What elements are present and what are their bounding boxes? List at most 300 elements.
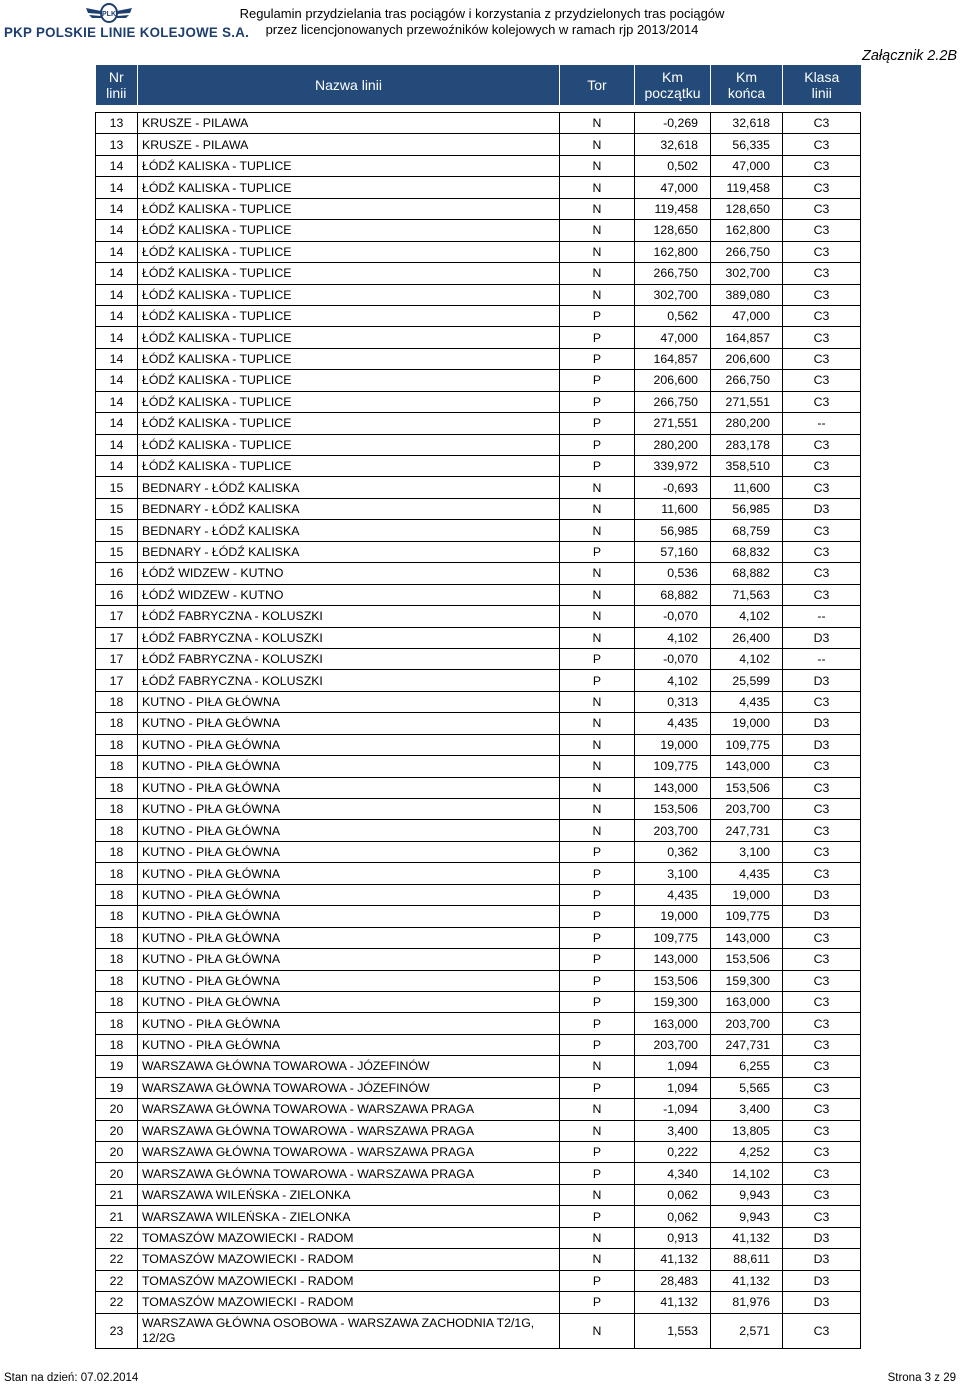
- table-row: [96, 113, 861, 134]
- km-end-cell: 143,000: [711, 756, 783, 777]
- line-number-cell: 22: [96, 1292, 138, 1313]
- line-number-cell: 13: [96, 134, 138, 155]
- line-class-cell: C3: [783, 541, 861, 562]
- line-class-cell: C3: [783, 991, 861, 1012]
- line-class-cell: C3: [783, 777, 861, 798]
- line-class-cell: D3: [783, 498, 861, 519]
- track-cell: P: [560, 1034, 635, 1055]
- col-line-name-header-line1: Nazwa linii: [315, 77, 382, 93]
- km-end-cell: 47,000: [711, 305, 783, 326]
- winged-wheel-logo-icon: [84, 2, 134, 24]
- line-class-cell: C3: [783, 241, 861, 262]
- line-class-cell: D3: [783, 1227, 861, 1248]
- line-name-cell: WARSZAWA GŁÓWNA OSOBOWA - WARSZAWA ZACHODNIA T2/1G, 12/2G: [138, 1313, 560, 1348]
- km-end-cell: 4,435: [711, 863, 783, 884]
- km-start-cell: 0,502: [635, 155, 711, 176]
- line-class-table: [95, 65, 861, 1349]
- col-line-number-header: [96, 65, 138, 105]
- km-start-cell: 266,750: [635, 263, 711, 284]
- line-name-cell: KUTNO - PIŁA GŁÓWNA: [138, 991, 560, 1012]
- km-start-cell: 119,458: [635, 198, 711, 219]
- line-class-cell: D3: [783, 1292, 861, 1313]
- line-class-cell: D3: [783, 670, 861, 691]
- line-class-cell: D3: [783, 906, 861, 927]
- track-cell: N: [560, 220, 635, 241]
- km-start-cell: 159,300: [635, 991, 711, 1012]
- line-class-cell: C3: [783, 434, 861, 455]
- km-end-cell: 159,300: [711, 970, 783, 991]
- km-start-cell: 128,650: [635, 220, 711, 241]
- line-number-cell: 17: [96, 606, 138, 627]
- line-name-cell: BEDNARY - ŁÓDŹ KALISKA: [138, 477, 560, 498]
- track-cell: N: [560, 1313, 635, 1348]
- line-class-cell: C3: [783, 155, 861, 176]
- spacer-cell: [96, 105, 861, 113]
- km-end-cell: 109,775: [711, 906, 783, 927]
- track-cell: N: [560, 563, 635, 584]
- table-row: [96, 1249, 861, 1270]
- table-row: [96, 1120, 861, 1141]
- km-end-cell: 283,178: [711, 434, 783, 455]
- table-spacer-row: [96, 105, 861, 113]
- km-start-cell: 47,000: [635, 177, 711, 198]
- table-row: [96, 863, 861, 884]
- line-name-cell: ŁÓDŹ KALISKA - TUPLICE: [138, 391, 560, 412]
- km-end-cell: 56,985: [711, 498, 783, 519]
- line-number-cell: 17: [96, 670, 138, 691]
- km-end-cell: 247,731: [711, 820, 783, 841]
- km-start-cell: 19,000: [635, 734, 711, 755]
- track-cell: N: [560, 520, 635, 541]
- line-class-cell: D3: [783, 884, 861, 905]
- km-start-cell: 56,985: [635, 520, 711, 541]
- km-end-cell: 247,731: [711, 1034, 783, 1055]
- col-line-class-header: [783, 65, 861, 105]
- col-track-header: [560, 65, 635, 105]
- line-class-cell: C3: [783, 1120, 861, 1141]
- track-cell: P: [560, 456, 635, 477]
- track-cell: N: [560, 198, 635, 219]
- track-cell: N: [560, 584, 635, 605]
- page-number: Strona 3 z 29: [887, 1372, 956, 1384]
- line-class-cell: C3: [783, 177, 861, 198]
- line-name-cell: ŁÓDŹ KALISKA - TUPLICE: [138, 220, 560, 241]
- track-cell: N: [560, 713, 635, 734]
- line-class-cell: D3: [783, 1270, 861, 1291]
- line-class-cell: C3: [783, 220, 861, 241]
- track-cell: P: [560, 1206, 635, 1227]
- km-end-cell: 47,000: [711, 155, 783, 176]
- line-number-cell: 15: [96, 520, 138, 541]
- col-km-end-header-line1: Km: [736, 69, 757, 85]
- line-number-cell: 18: [96, 991, 138, 1012]
- line-number-cell: 14: [96, 284, 138, 305]
- km-end-cell: 68,759: [711, 520, 783, 541]
- km-end-cell: 4,102: [711, 606, 783, 627]
- track-cell: P: [560, 927, 635, 948]
- col-km-end-header: [711, 65, 783, 105]
- line-number-cell: 18: [96, 863, 138, 884]
- line-number-cell: 22: [96, 1249, 138, 1270]
- km-start-cell: 163,000: [635, 1013, 711, 1034]
- line-class-cell: C3: [783, 1313, 861, 1348]
- km-end-cell: 41,132: [711, 1270, 783, 1291]
- line-name-cell: KUTNO - PIŁA GŁÓWNA: [138, 756, 560, 777]
- track-cell: P: [560, 648, 635, 669]
- km-end-cell: 4,252: [711, 1142, 783, 1163]
- line-class-cell: C3: [783, 370, 861, 391]
- line-number-cell: 18: [96, 1034, 138, 1055]
- document-title: [232, 6, 732, 37]
- line-number-cell: 18: [96, 691, 138, 712]
- km-end-cell: 68,832: [711, 541, 783, 562]
- km-start-cell: 4,340: [635, 1163, 711, 1184]
- km-end-cell: 203,700: [711, 1013, 783, 1034]
- line-name-cell: ŁÓDŹ KALISKA - TUPLICE: [138, 263, 560, 284]
- line-name-cell: KUTNO - PIŁA GŁÓWNA: [138, 863, 560, 884]
- km-end-cell: 56,335: [711, 134, 783, 155]
- km-end-cell: 153,506: [711, 777, 783, 798]
- line-class-cell: C3: [783, 348, 861, 369]
- km-end-cell: 163,000: [711, 991, 783, 1012]
- col-km-start-header: [635, 65, 711, 105]
- table-row: [96, 456, 861, 477]
- table-row: [96, 498, 861, 519]
- table-row: [96, 691, 861, 712]
- line-name-cell: ŁÓDŹ KALISKA - TUPLICE: [138, 456, 560, 477]
- line-number-cell: 22: [96, 1270, 138, 1291]
- track-cell: N: [560, 627, 635, 648]
- line-number-cell: 20: [96, 1163, 138, 1184]
- line-name-cell: KUTNO - PIŁA GŁÓWNA: [138, 841, 560, 862]
- table-row: [96, 1227, 861, 1248]
- km-end-cell: 68,882: [711, 563, 783, 584]
- track-cell: P: [560, 434, 635, 455]
- line-number-cell: 19: [96, 1077, 138, 1098]
- table-row: [96, 648, 861, 669]
- table-row: [96, 627, 861, 648]
- table-header-row: [96, 65, 861, 105]
- line-name-cell: KUTNO - PIŁA GŁÓWNA: [138, 820, 560, 841]
- track-cell: P: [560, 413, 635, 434]
- line-name-cell: KUTNO - PIŁA GŁÓWNA: [138, 799, 560, 820]
- table-row: [96, 670, 861, 691]
- line-class-cell: D3: [783, 1249, 861, 1270]
- line-number-cell: 14: [96, 198, 138, 219]
- km-start-cell: 0,536: [635, 563, 711, 584]
- status-date: Stan na dzień: 07.02.2014: [4, 1372, 139, 1384]
- line-class-cell: C3: [783, 327, 861, 348]
- line-class-cell: C3: [783, 113, 861, 134]
- line-name-cell: KUTNO - PIŁA GŁÓWNA: [138, 884, 560, 905]
- km-end-cell: 32,618: [711, 113, 783, 134]
- table-row: [96, 220, 861, 241]
- track-cell: P: [560, 1163, 635, 1184]
- track-cell: N: [560, 820, 635, 841]
- km-start-cell: 162,800: [635, 241, 711, 262]
- col-km-start-header-line1: Km: [662, 69, 683, 85]
- table-row: [96, 799, 861, 820]
- track-cell: N: [560, 263, 635, 284]
- km-end-cell: 5,565: [711, 1077, 783, 1098]
- line-name-cell: WARSZAWA WILEŃSKA - ZIELONKA: [138, 1184, 560, 1205]
- line-name-cell: KUTNO - PIŁA GŁÓWNA: [138, 906, 560, 927]
- line-number-cell: 16: [96, 563, 138, 584]
- line-number-cell: 14: [96, 327, 138, 348]
- table-row: [96, 734, 861, 755]
- km-start-cell: -0,070: [635, 606, 711, 627]
- line-name-cell: ŁÓDŹ KALISKA - TUPLICE: [138, 198, 560, 219]
- table-row: [96, 884, 861, 905]
- table-body: [96, 105, 861, 1348]
- km-start-cell: 203,700: [635, 820, 711, 841]
- track-cell: P: [560, 670, 635, 691]
- track-cell: P: [560, 348, 635, 369]
- km-start-cell: 0,362: [635, 841, 711, 862]
- track-cell: P: [560, 1077, 635, 1098]
- line-name-cell: KUTNO - PIŁA GŁÓWNA: [138, 691, 560, 712]
- km-end-cell: 2,571: [711, 1313, 783, 1348]
- line-name-cell: KRUSZE - PILAWA: [138, 113, 560, 134]
- km-end-cell: 389,080: [711, 284, 783, 305]
- line-name-cell: ŁÓDŹ KALISKA - TUPLICE: [138, 284, 560, 305]
- table-row: [96, 198, 861, 219]
- km-start-cell: 57,160: [635, 541, 711, 562]
- line-number-cell: 18: [96, 777, 138, 798]
- table-row: [96, 263, 861, 284]
- document-title-line2: przez licencjonowanych przewoźników kolejowych w ramach rjp 2013/2014: [265, 21, 699, 37]
- km-end-cell: 266,750: [711, 241, 783, 262]
- line-number-cell: 14: [96, 155, 138, 176]
- km-end-cell: 119,458: [711, 177, 783, 198]
- line-name-cell: KUTNO - PIŁA GŁÓWNA: [138, 713, 560, 734]
- line-number-cell: 20: [96, 1120, 138, 1141]
- km-end-cell: 164,857: [711, 327, 783, 348]
- table-row: [96, 970, 861, 991]
- km-start-cell: 271,551: [635, 413, 711, 434]
- track-cell: P: [560, 970, 635, 991]
- km-start-cell: 3,400: [635, 1120, 711, 1141]
- km-start-cell: 0,062: [635, 1184, 711, 1205]
- line-name-cell: WARSZAWA GŁÓWNA TOWAROWA - WARSZAWA PRAGA: [138, 1099, 560, 1120]
- km-start-cell: 280,200: [635, 434, 711, 455]
- line-number-cell: 14: [96, 413, 138, 434]
- table-row: [96, 1099, 861, 1120]
- col-line-class-header-line2: linii: [811, 85, 832, 101]
- col-line-name-header: [138, 65, 560, 105]
- line-number-cell: 20: [96, 1099, 138, 1120]
- km-end-cell: 302,700: [711, 263, 783, 284]
- line-class-cell: C3: [783, 799, 861, 820]
- km-end-cell: 143,000: [711, 927, 783, 948]
- table-row: [96, 391, 861, 412]
- km-end-cell: 6,255: [711, 1056, 783, 1077]
- table-row: [96, 1163, 861, 1184]
- table-row: [96, 1056, 861, 1077]
- line-class-cell: C3: [783, 305, 861, 326]
- track-cell: N: [560, 113, 635, 134]
- km-start-cell: 68,882: [635, 584, 711, 605]
- km-end-cell: 9,943: [711, 1184, 783, 1205]
- line-name-cell: ŁÓDŹ KALISKA - TUPLICE: [138, 305, 560, 326]
- line-name-cell: KUTNO - PIŁA GŁÓWNA: [138, 1013, 560, 1034]
- table-row: [96, 1142, 861, 1163]
- track-cell: N: [560, 177, 635, 198]
- km-end-cell: 153,506: [711, 949, 783, 970]
- km-end-cell: 109,775: [711, 734, 783, 755]
- line-number-cell: 14: [96, 370, 138, 391]
- km-start-cell: 4,435: [635, 884, 711, 905]
- km-start-cell: 32,618: [635, 134, 711, 155]
- track-cell: P: [560, 391, 635, 412]
- table-row: [96, 1313, 861, 1348]
- track-cell: N: [560, 1056, 635, 1077]
- col-line-number-header-line2: linii: [106, 85, 127, 101]
- col-line-number-header-line1: Nr: [108, 69, 124, 85]
- line-class-cell: C3: [783, 1034, 861, 1055]
- line-class-cell: C3: [783, 1077, 861, 1098]
- track-cell: N: [560, 777, 635, 798]
- km-end-cell: 358,510: [711, 456, 783, 477]
- km-start-cell: 0,313: [635, 691, 711, 712]
- km-start-cell: 339,972: [635, 456, 711, 477]
- line-name-cell: ŁÓDŹ KALISKA - TUPLICE: [138, 155, 560, 176]
- km-end-cell: 88,611: [711, 1249, 783, 1270]
- line-class-cell: C3: [783, 391, 861, 412]
- line-class-cell: C3: [783, 1099, 861, 1120]
- km-start-cell: -0,070: [635, 648, 711, 669]
- line-class-cell: C3: [783, 1163, 861, 1184]
- table-row: [96, 906, 861, 927]
- track-cell: P: [560, 906, 635, 927]
- km-start-cell: -0,693: [635, 477, 711, 498]
- table-row: [96, 1270, 861, 1291]
- line-number-cell: 14: [96, 391, 138, 412]
- table-row: [96, 155, 861, 176]
- track-cell: P: [560, 1013, 635, 1034]
- km-start-cell: 41,132: [635, 1292, 711, 1313]
- track-cell: N: [560, 241, 635, 262]
- table-row: [96, 606, 861, 627]
- line-name-cell: WARSZAWA GŁÓWNA TOWAROWA - JÓZEFINÓW: [138, 1077, 560, 1098]
- km-end-cell: 3,100: [711, 841, 783, 862]
- line-number-cell: 18: [96, 927, 138, 948]
- km-end-cell: 26,400: [711, 627, 783, 648]
- line-class-cell: C3: [783, 456, 861, 477]
- table-row: [96, 177, 861, 198]
- table-row: [96, 584, 861, 605]
- line-class-cell: C3: [783, 949, 861, 970]
- table-row: [96, 820, 861, 841]
- track-cell: N: [560, 498, 635, 519]
- track-cell: N: [560, 799, 635, 820]
- line-number-cell: 18: [96, 756, 138, 777]
- line-class-cell: --: [783, 606, 861, 627]
- track-cell: N: [560, 134, 635, 155]
- km-start-cell: 302,700: [635, 284, 711, 305]
- line-number-cell: 18: [96, 1013, 138, 1034]
- line-name-cell: KUTNO - PIŁA GŁÓWNA: [138, 970, 560, 991]
- track-cell: P: [560, 541, 635, 562]
- km-start-cell: 206,600: [635, 370, 711, 391]
- km-end-cell: 280,200: [711, 413, 783, 434]
- col-track-header-line1: Tor: [587, 77, 607, 93]
- table-row: [96, 1184, 861, 1205]
- line-name-cell: WARSZAWA GŁÓWNA TOWAROWA - JÓZEFINÓW: [138, 1056, 560, 1077]
- line-number-cell: 18: [96, 713, 138, 734]
- track-cell: N: [560, 1120, 635, 1141]
- km-start-cell: 28,483: [635, 1270, 711, 1291]
- line-name-cell: ŁÓDŹ KALISKA - TUPLICE: [138, 348, 560, 369]
- km-start-cell: 4,102: [635, 670, 711, 691]
- line-number-cell: 16: [96, 584, 138, 605]
- col-line-class-header-line1: Klasa: [804, 69, 840, 85]
- km-start-cell: 153,506: [635, 970, 711, 991]
- logo-text: PKP POLSKIE LINIE KOLEJOWE S.A.: [4, 24, 250, 40]
- km-start-cell: 203,700: [635, 1034, 711, 1055]
- track-cell: N: [560, 734, 635, 755]
- km-end-cell: 3,400: [711, 1099, 783, 1120]
- table-row: [96, 949, 861, 970]
- line-name-cell: KUTNO - PIŁA GŁÓWNA: [138, 734, 560, 755]
- line-class-cell: D3: [783, 713, 861, 734]
- track-cell: N: [560, 1184, 635, 1205]
- line-name-cell: ŁÓDŹ KALISKA - TUPLICE: [138, 177, 560, 198]
- track-cell: N: [560, 477, 635, 498]
- km-end-cell: 271,551: [711, 391, 783, 412]
- line-name-cell: KUTNO - PIŁA GŁÓWNA: [138, 927, 560, 948]
- line-name-cell: ŁÓDŹ KALISKA - TUPLICE: [138, 434, 560, 455]
- km-start-cell: 0,062: [635, 1206, 711, 1227]
- km-start-cell: 153,506: [635, 799, 711, 820]
- line-number-cell: 15: [96, 477, 138, 498]
- line-name-cell: ŁÓDŹ KALISKA - TUPLICE: [138, 327, 560, 348]
- line-name-cell: ŁÓDŹ WIDZEW - KUTNO: [138, 563, 560, 584]
- line-number-cell: 18: [96, 884, 138, 905]
- line-class-cell: D3: [783, 627, 861, 648]
- km-start-cell: 0,562: [635, 305, 711, 326]
- line-class-cell: C3: [783, 927, 861, 948]
- table-row: [96, 563, 861, 584]
- line-number-cell: 21: [96, 1206, 138, 1227]
- line-number-cell: 14: [96, 305, 138, 326]
- line-name-cell: WARSZAWA GŁÓWNA TOWAROWA - WARSZAWA PRAGA: [138, 1142, 560, 1163]
- line-number-cell: 14: [96, 177, 138, 198]
- line-number-cell: 14: [96, 348, 138, 369]
- line-name-cell: ŁÓDŹ KALISKA - TUPLICE: [138, 413, 560, 434]
- line-number-cell: 21: [96, 1184, 138, 1205]
- table-row: [96, 134, 861, 155]
- km-end-cell: 13,805: [711, 1120, 783, 1141]
- track-cell: N: [560, 284, 635, 305]
- track-cell: N: [560, 1227, 635, 1248]
- pkp-plk-logo: [4, 2, 250, 42]
- line-class-cell: C3: [783, 584, 861, 605]
- line-number-cell: 18: [96, 734, 138, 755]
- line-class-cell: C3: [783, 756, 861, 777]
- km-end-cell: 81,976: [711, 1292, 783, 1313]
- line-class-cell: D3: [783, 734, 861, 755]
- km-start-cell: 143,000: [635, 949, 711, 970]
- track-cell: N: [560, 606, 635, 627]
- track-cell: P: [560, 327, 635, 348]
- line-number-cell: 18: [96, 799, 138, 820]
- line-class-cell: C3: [783, 1142, 861, 1163]
- line-number-cell: 15: [96, 498, 138, 519]
- km-start-cell: -1,094: [635, 1099, 711, 1120]
- table-row: [96, 370, 861, 391]
- track-cell: N: [560, 155, 635, 176]
